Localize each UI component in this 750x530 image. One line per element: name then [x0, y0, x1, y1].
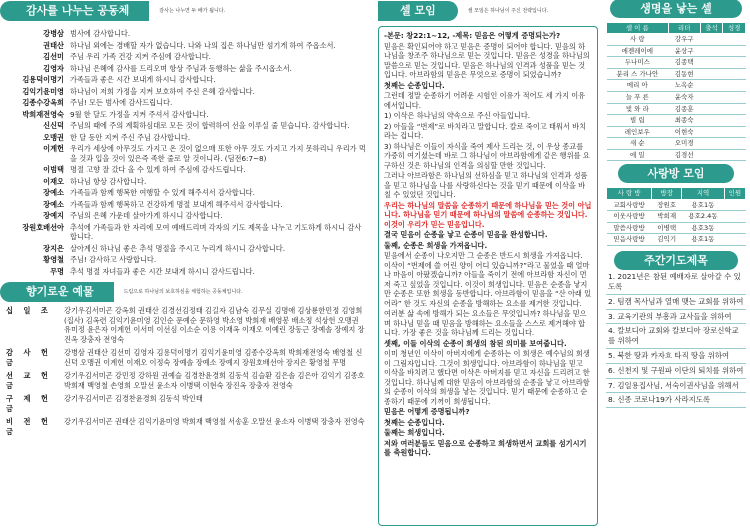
prayer-item: 4. 칼보디아 교회와 칼보디아 장로신학교를 위하여 — [606, 324, 746, 349]
table-cell — [724, 199, 745, 211]
table-header-row — [607, 22, 746, 34]
sermon-paragraph: 저와 여러분들도 믿음으로 순종하고 희생하면서 교회를 섬기시기를 축원합니다. — [384, 438, 587, 457]
thanks-name: 이범택 — [43, 165, 64, 174]
right-column — [602, 0, 750, 530]
thanks-text: 하나님 항상 감사합니다. — [70, 176, 147, 186]
sermon-paragraph: 첫째는 순종입니다. — [384, 80, 445, 90]
thanks-row — [0, 187, 372, 199]
thanks-row — [0, 109, 372, 121]
thanks-name: 무명 — [50, 266, 64, 276]
thanks-list — [0, 28, 372, 277]
table-row — [607, 68, 746, 80]
table-cell: 이웃사랑방 — [607, 211, 652, 223]
thanks-row — [0, 243, 372, 255]
sermon-paragraph: 1) 이삭은 하나님의 약속으로 주신 아들입니다. — [384, 111, 531, 120]
table-cell — [723, 103, 746, 115]
thanks-text: 가족들과 함께 행복하고 건강하게 명절 보내게 해주셔서 감사합니다. — [70, 199, 283, 209]
offering-names: 강병삼 권태산 김선미 김영자 김용덕이명기 김익기윤미영 김종수강옥희 박희재전영숙 배영철 신신덕 오맹권 이계헌 이재오 이정숙 장예솔 장예소 장예지 장원호배선아 장지은 황영철 무명 — [64, 348, 363, 367]
table-row — [607, 126, 746, 138]
thanks-row — [0, 132, 372, 144]
thanks-name: 신신덕 — [43, 121, 64, 130]
thanks-name: 이재오 — [43, 176, 64, 186]
thanks-text: 추석에 가족들과 한 자리에 모여 예배드리며 각자의 기도 제목을 나누고 기도하게 하시니 감사합니다. — [70, 222, 362, 241]
thanks-row — [0, 210, 372, 222]
table-cell — [724, 222, 745, 234]
table-row — [607, 103, 746, 115]
life-cell-table — [606, 22, 746, 162]
table-header-row — [607, 187, 746, 199]
middle-column — [378, 0, 598, 530]
thanks-name: 장지은 — [43, 243, 64, 253]
table-cell: 새 순 — [607, 138, 669, 150]
left-column — [0, 0, 372, 530]
table-cell: 김종훈 — [668, 103, 700, 115]
sermon-paragraph: 첫째는 순종입니다. — [384, 417, 445, 427]
thanks-text: 하나님이 저희 가정을 지켜 보호하여 주신 은혜 감사합니다. — [70, 86, 255, 96]
prayer-item: 6. 신천지 및 구원파 이단의 퇴치를 위하여 — [606, 364, 746, 379]
table-row — [607, 57, 746, 69]
prayer-header — [602, 254, 750, 269]
thanks-row — [0, 176, 372, 188]
thanks-text: 주님의 때에 주의 계획하심대로 모든 것이 합력하여 선을 이루실 줄 믿습니다. 감사합니다. — [70, 121, 350, 130]
cell-subtitle: 셀 모임은 하나님이 주신 전략입니다. — [467, 7, 549, 14]
thanks-name: 김용덕이명기 — [22, 75, 64, 84]
table-row — [607, 149, 746, 161]
table-row — [607, 80, 746, 92]
thanks-text: 가족들과 좋은 시간 보내게 하시니 감사합니다. — [70, 75, 216, 84]
table-cell: 오미경 — [668, 138, 700, 150]
table-cell — [723, 149, 746, 161]
thanks-row — [0, 63, 372, 75]
thanks-name: 박희재전영숙 — [22, 109, 64, 119]
table-cell: 김동현 — [668, 68, 700, 80]
offering-list — [0, 305, 372, 437]
offering-names: 강기우김서미곤 김경찬윤경희 김동석 박인태 — [64, 394, 203, 403]
thanks-row — [0, 28, 372, 40]
life-header — [602, 2, 750, 17]
table-cell: 노옥순 — [668, 80, 700, 92]
table-cell — [700, 91, 723, 103]
sermon-paragraph: 3) 하나님은 이들이 자식을 죽여 제사 드리는 것, 이 우상 종교를 가증히 여기셨는데 바로 그 하나님이 아브라함에게 같은 행위를 요구하신 것은 하나님의 인격을 의심할 만한 것입니다. — [384, 141, 590, 170]
table-header: 지역 — [682, 187, 725, 199]
love-room-table — [606, 187, 746, 246]
table-cell — [700, 149, 723, 161]
table-cell: 용호2.4동 — [682, 211, 725, 223]
thanks-name: 황영철 — [43, 255, 64, 264]
table-cell — [723, 115, 746, 127]
thanks-text: 하나님 외에는 경배할 자가 없습니다. 나와 나의 집은 하나님만 섬기게 하여 주옵소서. — [70, 40, 336, 50]
table-cell: 김종택 — [668, 57, 700, 69]
offering-names: 강기우김서미곤 강옥희 권태산 김경선김정태 김길자 김남숙 김무실 김명애 김상룡한민정 김영희(집사) 김옥련 김익기윤미영 김인순 문예순 문하영 박소영 박희재 배영봉 배소정 석상헌 오맹권 유미정 윤은자 이계헌 이서미 이선심 이소순 이용 이재옥 이재오 이예린 장동근 장예솔 장예지 장진옥 장충자 전영숙 — [64, 306, 365, 344]
table-header: 리더 — [668, 22, 700, 34]
prayer-title: 주간기도제목 — [614, 251, 738, 270]
table-header: 셀 이 름 — [607, 22, 669, 34]
sermon-paragraph: 둘째는 희생입니다. — [384, 428, 445, 437]
table-cell: 빛 와 라 — [607, 103, 669, 115]
table-cell — [724, 211, 745, 223]
thanks-text: 주님 우리 가족 건강 지켜 주심에 감사합니다. — [70, 52, 211, 61]
table-header: 사 랑 방 — [607, 187, 652, 199]
table-cell — [700, 126, 723, 138]
table-cell: 윤숙자 — [668, 91, 700, 103]
table-row — [607, 211, 746, 223]
sermon-paragraph: 결국 믿음이 순종을 낳고 순종이 믿음을 완성합니다. — [384, 230, 548, 239]
table-cell: 강우구 — [668, 34, 700, 46]
table-cell — [700, 34, 723, 46]
thanks-text: 추석 명절 자녀들과 좋은 시간 보내게 하시니 감사드립니다. — [70, 266, 255, 276]
thanks-row — [0, 74, 372, 86]
thanks-row — [0, 86, 372, 98]
prayer-item: 7. 김일용집사님, 서숙이권사님을 위해서 — [606, 379, 746, 394]
prayer-item: 1. 2021년은 참된 예배자로 살아갈 수 있도록 — [606, 270, 746, 295]
thanks-header — [0, 0, 372, 22]
thanks-text: 주님! 모든 범사에 감사드립니다. — [70, 98, 173, 107]
table-cell — [723, 138, 746, 150]
table-header: 인원 — [724, 187, 745, 199]
sermon-paragraph: 이미 청년인 이삭이 아버지에게 순종하는 이 희생은 예수님의 희생이 그림자입니다. 그것이 희생입니다. 아브라함이 하나님을 믿고 이삭을 바치려고 했다면 이삭은 아버지를 믿고 자신을 드리려고 한 것입니다. 하나님께 대한 믿음이 아브라함의 순종을 낳고 아브라함의 순종이 이삭의 희생을 낳는 것입니다. 믿기 때문에 순종하고 순종하기 때문에 기꺼이 희생됩니다. — [384, 349, 590, 406]
table-cell — [724, 234, 745, 246]
thanks-text: 명절 고향 잘 갔다 올 수 있게 하여 주심에 감사드립니다. — [70, 165, 246, 174]
table-cell — [723, 80, 746, 92]
offering-row — [0, 393, 372, 414]
thanks-name: 김종수강옥희 — [22, 98, 64, 107]
thanks-name: 장예지 — [43, 211, 64, 220]
thanks-name: 장원호배선아 — [22, 222, 64, 232]
offering-type: 십 일 조 — [6, 306, 52, 315]
table-row — [607, 91, 746, 103]
table-cell: 이현숙 — [668, 126, 700, 138]
offering-type: 선 교 헌 금 — [6, 371, 52, 390]
table-cell — [723, 57, 746, 69]
thanks-title: 감사를 나누는 공동체 — [0, 1, 149, 22]
table-row — [607, 45, 746, 57]
table-row — [607, 34, 746, 46]
cell-header — [378, 0, 598, 22]
thanks-row — [0, 51, 372, 63]
sermon-paragraph: 믿음은 어떻게 증명됩니까? — [384, 407, 470, 416]
thanks-row — [0, 254, 372, 266]
table-cell: 빌 립 — [607, 115, 669, 127]
thanks-text: 우리가 세상에 아무것도 가지고 온 것이 없으매 또한 아무 것도 가지고 가지 못하리니 우리가 먹을 것과 입을 것이 있은즉 족한 줄로 알 것이니라. (딤전6:7~8) — [70, 144, 366, 163]
offering-row — [0, 347, 372, 368]
table-cell: 장원호 — [652, 199, 682, 211]
offering-title: 향기로운 예물 — [0, 282, 114, 303]
table-cell — [700, 115, 723, 127]
thanks-row — [0, 143, 372, 164]
offering-row — [0, 416, 372, 437]
life-title: 생명을 낳는 셀 — [610, 0, 741, 18]
thanks-text: 한 달 동안 지켜 주신 주님 감사합니다. — [70, 132, 191, 142]
table-cell: 최종숙 — [668, 115, 700, 127]
thanks-name: 김선미 — [43, 52, 64, 61]
sermon-paragraph: 우리는 하나님의 말씀을 순종하기 때문에 하나님을 믿는 것이 아닙니다. 하나님을 믿기 때문에 하나님의 말씀에 순종하는 것입니다. 이것이 우리가 믿는 믿음입니다. — [384, 200, 592, 229]
sermon-header: -본문: 창22:1~12, -제목: 믿음은 어떻게 증명되는가? — [384, 31, 561, 40]
offering-names: 강기우김서미곤 권태산 김익기윤미영 박희재 백영철 서송훈 오말선 윤소자 이병택 장충자 전영숙 — [64, 417, 365, 426]
table-row — [607, 115, 746, 127]
offering-type: 감 사 헌 금 — [6, 348, 52, 367]
thanks-name: 오맹권 — [43, 132, 64, 142]
table-row — [607, 138, 746, 150]
prayer-item: 8. 신종 코로나19가 사라지도록 — [606, 393, 746, 408]
offering-row — [0, 305, 372, 345]
love-title: 사랑방 모임 — [618, 164, 735, 183]
table-cell: 김경선 — [668, 149, 700, 161]
thanks-text: 주님! 감사하고 사랑합니다. — [70, 255, 157, 264]
thanks-text: 주님의 은혜 가운데 살아가게 하시니 감사합니다. — [70, 211, 223, 220]
thanks-text: 가족들과 함께 행복한 여행할 수 있게 해주셔서 감사합니다. — [70, 188, 255, 197]
table-cell: 에 밀 — [607, 149, 669, 161]
thanks-row — [0, 199, 372, 211]
prayer-item: 2. 팀캠 목사님과 열매 맺는 교회를 위하여 — [606, 295, 746, 310]
table-cell: 용호1동 — [682, 234, 725, 246]
prayer-item: 3. 교육기관의 부흥과 교사들을 위하여 — [606, 310, 746, 325]
thanks-row — [0, 266, 372, 278]
table-cell: 사 랑 — [607, 34, 669, 46]
thanks-row — [0, 164, 372, 176]
table-cell: 이병택 — [652, 222, 682, 234]
sermon-paragraph: 여러분 삶 속에 방해가 되는 요소들은 무엇입니까? 하나님을 믿으며 하나님 믿을 때 믿음을 방해하는 요소들을 스스로 제거해야 합니다. 가장 좋은 것을 하나님께 드리는 것입니다. — [384, 309, 587, 337]
thanks-text: 살아계신 하나님 좋은 추석 명절을 주시고 누리게 하시니 감사합니다. — [70, 243, 285, 253]
sermon-paragraph: 믿음에서 순종이 나오지만 그 순종은 반드시 희생을 가져옵니다. 이삭이 “번제에 쓸 어린 양이 어디 있습니까?”라고 물었을 때 얼마나 마음이 아팠겠습니까? 아들을 죽이기 전에 아브라함 자신이 먼저 죽고 싶었을 것입니다. 이것이 희생입니다. 믿음은 순종을 낳지만 순종은 또한 희생을 동반합니다. 아브라함이 믿음을 “산 아래 있어라” 한 것도 자신의 순종을 방해하는 요소를 제거한 것입니다. — [384, 251, 592, 308]
table-cell: 에젠레이에 — [607, 45, 669, 57]
offering-subtitle: 드림으로 하나님의 보호하심을 체험하는 공동체입니다. — [123, 288, 243, 295]
sermon-paragraph: 믿음은 확인되어야 하고 믿음은 증명이 되어야 합니다. 믿음의 하나님을 창조주 하나님으로 믿는 것입니다. 믿음은 성경을 하나님의 말씀으로 믿는 것입니다. 믿음은 하나님의 인격과 성품을 믿는 것입니다. 아브라함의 믿음은 무엇으로 증명이 되었습니까? — [384, 41, 590, 79]
table-cell: 윤상구 — [668, 45, 700, 57]
table-cell: 두나미스 — [607, 57, 669, 69]
table-cell: 용호1동 — [682, 199, 725, 211]
offering-row — [0, 370, 372, 391]
sermon-paragraph: 2) 아들을 “번제”로 바치라고 말합니다. 칼로 죽이고 태워서 바치라는 겁니다. — [384, 121, 587, 140]
table-header: 출석 — [700, 22, 723, 34]
table-cell — [723, 34, 746, 46]
table-cell — [723, 91, 746, 103]
table-cell — [700, 57, 723, 69]
table-row — [607, 222, 746, 234]
thanks-subtitle: 감사는 나누면 두 배가 됩니다. — [159, 7, 226, 14]
table-cell: 김익기 — [652, 234, 682, 246]
table-header: 성경 — [723, 22, 746, 34]
table-row — [607, 234, 746, 246]
thanks-name: 김영자 — [43, 63, 64, 73]
love-header — [602, 167, 750, 182]
table-cell — [700, 103, 723, 115]
table-cell — [723, 126, 746, 138]
table-cell: 말씀사랑방 — [607, 222, 652, 234]
table-cell — [700, 138, 723, 150]
table-cell: 늘 푸 른 — [607, 91, 669, 103]
offering-type: 비 전 헌 금 — [6, 417, 52, 436]
prayer-item: 5. 북한 땅과 카자흐 타직 땅을 위하여 — [606, 349, 746, 364]
offering-names: 강기우김서미곤 강민정 강하원 권예슬 김경찬윤경희 김동석 김슬환 김은솔 김은아 김익기 김종호 박희재 백영철 손영희 오말선 윤소자 이병택 이현숙 장진옥 장충자 전영숙 — [64, 371, 365, 390]
table-cell — [700, 68, 723, 80]
thanks-row — [0, 40, 372, 52]
table-cell — [723, 45, 746, 57]
thanks-name: 장예소 — [43, 188, 64, 197]
thanks-text: 9월 한 달도 가정을 지켜 주셔서 감사합니다. — [70, 109, 209, 119]
sermon-paragraph: 그런데 정말 순종하기 어려운 시험인 이유가 적어도 세 가지 이유에서입니다. — [384, 91, 586, 110]
offering-type: 구 제 헌 금 — [6, 394, 52, 413]
table-cell: 믿음사랑방 — [607, 234, 652, 246]
thanks-text: 하나님 은혜에 감사를 드리오며 항상 주님과 동행하는 삶을 주시옵소서. — [70, 63, 292, 73]
thanks-name: 김익기윤미영 — [22, 86, 64, 96]
table-cell — [700, 45, 723, 57]
thanks-name: 장예소 — [43, 199, 64, 209]
sermon-paragraph: 셋째, 이들 이삭의 순종이 희생의 참된 의미를 보여줍니다. — [384, 338, 567, 348]
sermon-paragraph: 그러나 아브라함은 하나님의 선하심을 믿고 하나님의 인격과 성품을 믿고 하나님을 나를 사랑하신다는 것을 믿기 때문에 이삭을 바칠 수 있었던 것입니다. — [384, 171, 588, 199]
sermon-box — [378, 26, 598, 526]
table-cell — [723, 68, 746, 80]
table-cell — [700, 80, 723, 92]
cell-title: 셀 모임 — [378, 1, 458, 22]
thanks-row — [0, 222, 372, 243]
table-cell: 레인보우 — [607, 126, 669, 138]
thanks-text: 범사에 감사합니다. — [70, 29, 131, 38]
sermon-paragraph: 둘째, 순종은 희생을 가져옵니다. — [384, 240, 488, 250]
table-cell: 메리 아 — [607, 80, 669, 92]
table-row — [607, 199, 746, 211]
table-cell: 교회사랑방 — [607, 199, 652, 211]
thanks-row — [0, 120, 372, 132]
table-cell: 박희재 — [652, 211, 682, 223]
table-cell: 용호3동 — [682, 222, 725, 234]
thanks-name: 강병삼 — [43, 29, 64, 38]
thanks-name: 이계헌 — [43, 144, 64, 153]
offering-header — [0, 281, 372, 303]
table-header: 방장 — [652, 187, 682, 199]
thanks-row — [0, 97, 372, 109]
sermon-body — [384, 42, 592, 458]
prayer-list — [606, 270, 746, 408]
thanks-name: 권태산 — [43, 40, 64, 50]
table-cell: 분리 스 가나안 — [607, 68, 669, 80]
